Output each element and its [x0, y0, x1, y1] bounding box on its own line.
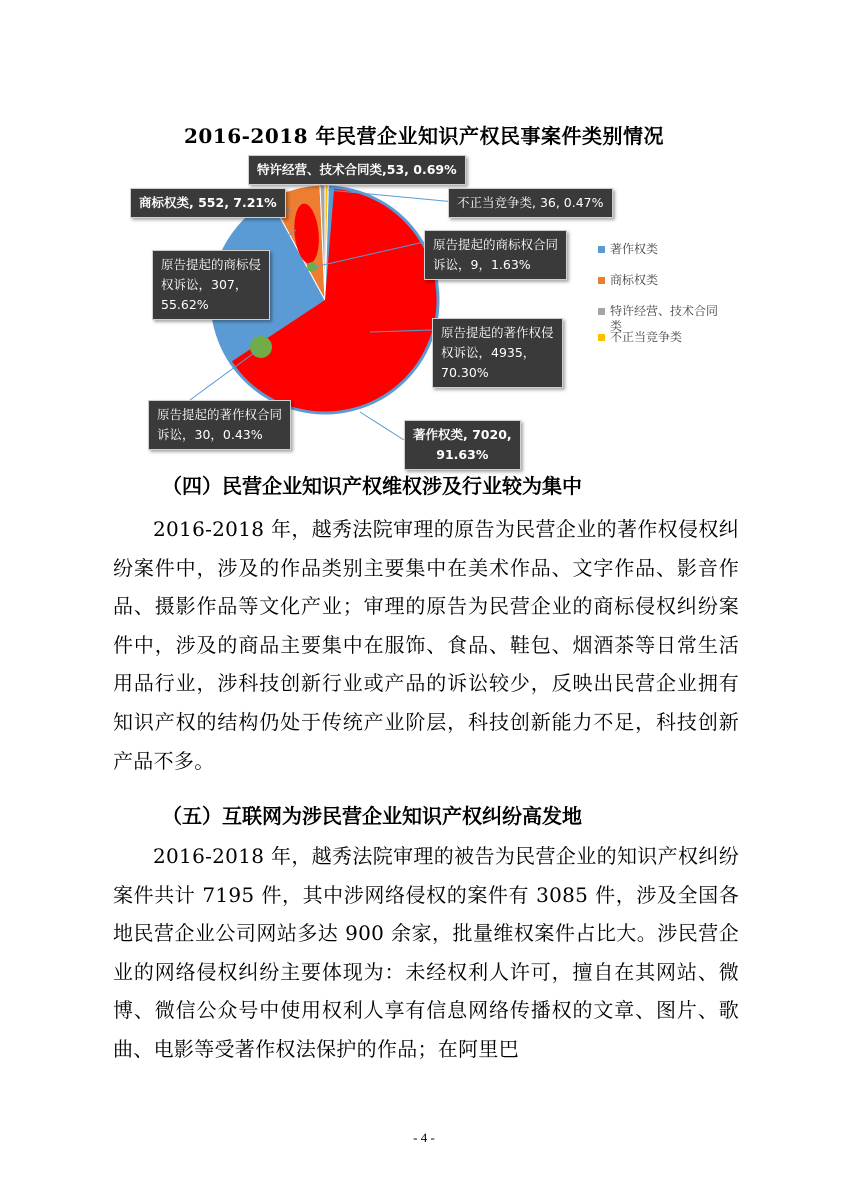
- label-cr-infringe-line2: 权诉讼，4935，: [441, 345, 536, 360]
- chart-legend: [598, 242, 718, 361]
- label-unfair: 不正当竞争类, 36, 0.47%: [448, 188, 613, 218]
- label-tm-contract-line2: 诉讼，9，1.63%: [433, 257, 531, 272]
- legend-label: 商标权类: [610, 273, 659, 287]
- legend-swatch: [598, 334, 605, 341]
- section-4-heading: （四）民营企业知识产权维权涉及行业较为集中: [162, 474, 582, 498]
- label-tm-contract-line1: 原告提起的商标权合同: [433, 237, 559, 252]
- pie-chart: [0, 150, 848, 460]
- dot-copyright-contract: [250, 336, 272, 358]
- chart-title: 2016-2018 年民营企业知识产权民事案件类别情况: [183, 124, 665, 148]
- label-cr-infringe: [432, 318, 563, 388]
- label-tm-infringe: [152, 250, 270, 320]
- section-5-heading: （五）互联网为涉民营企业知识产权纠纷高发地: [162, 804, 582, 828]
- label-copyright: [404, 420, 521, 470]
- label-tm-infringe-line2: 权诉讼，307，: [161, 277, 248, 292]
- legend-item-trademark: [598, 273, 718, 288]
- label-tm-infringe-line1: 原告提起的商标侵: [161, 257, 262, 272]
- legend-swatch: [598, 277, 605, 284]
- legend-label: 不正当竞争类: [610, 330, 683, 344]
- label-franchise: 特许经营、技术合同类,53, 0.69%: [248, 155, 466, 185]
- legend-swatch: [598, 246, 605, 253]
- legend-label: 特许经营、技术合同类: [610, 304, 719, 333]
- leader-copyright: [360, 412, 404, 440]
- label-cr-contract-line2: 诉讼，30，0.43%: [157, 427, 263, 442]
- legend-label: 著作权类: [610, 242, 659, 256]
- legend-item-copyright: [598, 242, 718, 257]
- label-copyright-line1: 著作权类, 7020,: [413, 427, 512, 442]
- label-cr-contract: [148, 400, 291, 450]
- label-trademark: 商标权类, 552, 7.21%: [130, 188, 286, 218]
- label-cr-contract-line1: 原告提起的著作权合同: [157, 407, 283, 422]
- label-tm-contract: [424, 230, 567, 280]
- label-cr-infringe-line1: 原告提起的著作权侵: [441, 325, 554, 340]
- section-4-paragraph: 2016-2018 年，越秀法院审理的原告为民营企业的著作权侵权纠纷案件中，涉及的作品类别主要集中在美术作品、文字作品、影音作品、摄影作品等文化产业；审理的原告为民营企业的商标侵权纠纷案件中，涉及的商品主要集中在服饰、食品、鞋包、烟酒茶等日常生活用品行业，涉科技创新行业或产品的诉讼较少，反映出民营企业拥有知识产权的结构仍处于传统产业阶层，科技创新能力不足，科技创新产品不多。: [113, 517, 739, 773]
- page-number: - 4 -: [413, 1130, 435, 1145]
- label-cr-infringe-line3: 70.30%: [441, 365, 489, 380]
- legend-item-unfair: [598, 330, 718, 345]
- label-tm-infringe-line3: 55.62%: [161, 297, 209, 312]
- legend-swatch: [598, 308, 605, 315]
- section-5-paragraph: 2016-2018 年，越秀法院审理的被告为民营企业的知识产权纠纷案件共计 7195 件，其中涉网络侵权的案件有 3085 件，涉及全国各地民营企业公司网站多达 900 余家，批量维权案件占比大。涉民营企业的网络侵权纠纷主要体现为：未经权利人许可，擅自在其网站、微博、微信公众号中使用权利人享有信息网络传播权的文章、图片、歌曲、电影等受著作权法保护的作品；在阿里巴: [113, 844, 739, 1061]
- label-copyright-line2: 91.63%: [436, 447, 489, 462]
